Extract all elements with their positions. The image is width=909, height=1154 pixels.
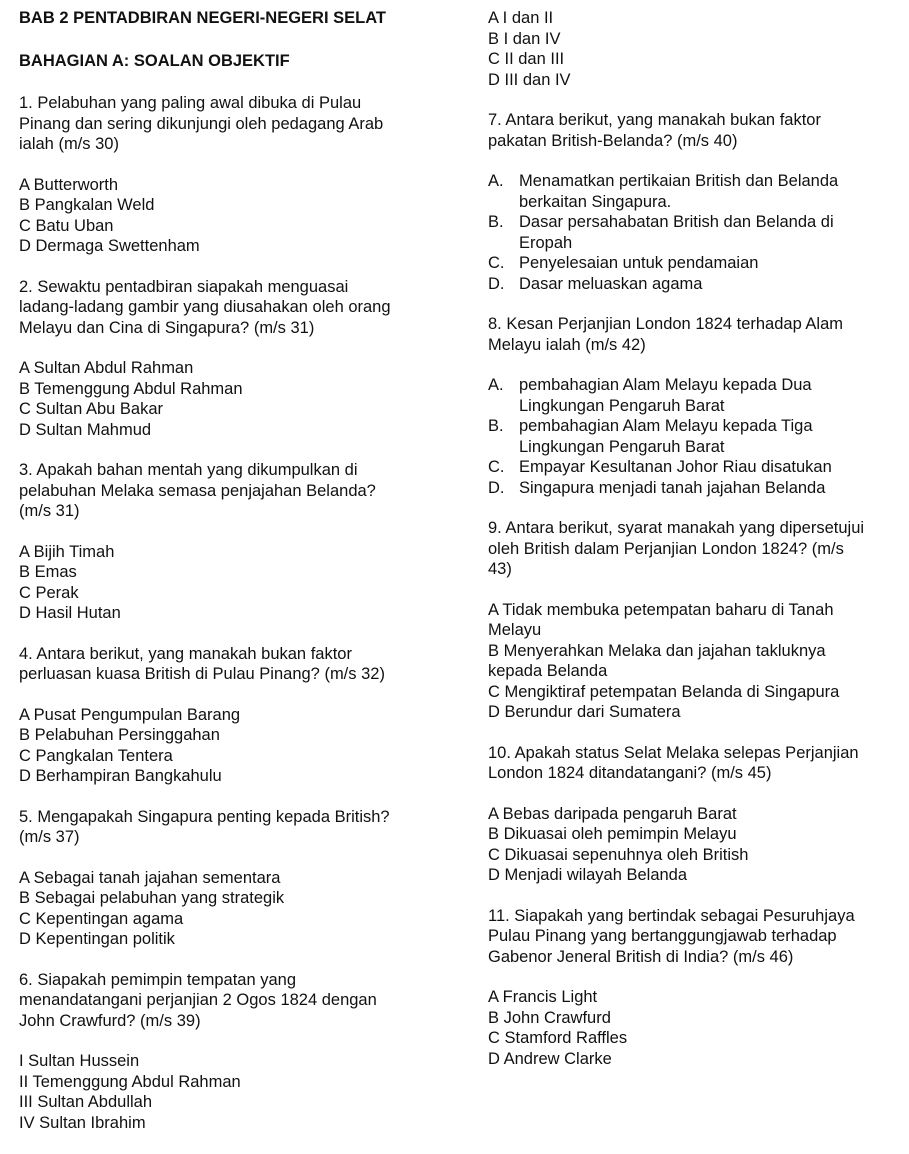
question-text-line: 6. Siapakah pemimpin tempatan yang [19, 970, 297, 989]
option-text-line: Empayar Kesultanan Johor Riau disatukan [519, 458, 832, 476]
option-b: B I dan IV [488, 29, 561, 48]
option-text-line: Penyelesaian untuk pendamaian [519, 254, 759, 272]
option-b-continued: kepada Belanda [488, 662, 608, 680]
option-d: D Andrew Clarke [488, 1049, 612, 1068]
option-c: C Mengiktiraf petempatan Belanda di Singapura [488, 682, 840, 701]
question-text-line: Melayu ialah (m/s 42) [488, 335, 646, 354]
option-text-line: Eropah [519, 233, 573, 252]
question-text-line: oleh British dalam Perjanjian London 1824? (m/s [488, 539, 844, 558]
option-a: A Tidak membuka petempatan baharu di Tanah [488, 600, 834, 619]
roman-item-i: I Sultan Hussein [19, 1052, 140, 1070]
question-text-line: 9. Antara berikut, syarat manakah yang dipersetujui [488, 519, 865, 537]
option-c [488, 457, 906, 478]
option-c: C Perak [19, 583, 79, 602]
question-text-line: Gabenor Jeneral British di India? (m/s 46) [488, 947, 794, 966]
option-d: D Sultan Mahmud [19, 420, 152, 439]
question-6-options [488, 8, 906, 90]
option-text-line: Lingkungan Pengaruh Barat [519, 396, 725, 415]
question-text-line: 3. Apakah bahan mentah yang dikumpulkan di [19, 461, 358, 479]
option-c: C Stamford Raffles [488, 1029, 628, 1047]
option-text-line: pembahagian Alam Melayu kepada Dua [519, 376, 812, 394]
option-letter: D. [488, 274, 505, 293]
option-a [488, 171, 906, 212]
option-letter: C. [488, 254, 505, 272]
question-text-line: 5. Mengapakah Singapura penting kepada British? [19, 807, 390, 826]
option-c: C Sultan Abu Bakar [19, 400, 164, 418]
question-text-line: Pulau Pinang yang bertanggungjawab terhadap [488, 927, 837, 945]
question-text-line: 11. Siapakah yang bertindak sebagai Pesuruhjaya [488, 906, 855, 925]
roman-item-ii: II Temenggung Abdul Rahman [19, 1072, 241, 1091]
option-text-line: Dasar persahabatan British dan Belanda di [519, 213, 834, 231]
question-11 [488, 906, 906, 1070]
option-d: D Menjadi wilayah Belanda [488, 866, 688, 884]
option-text-line: Singapura menjadi tanah jajahan Belanda [519, 478, 826, 497]
option-a: A Pusat Pengumpulan Barang [19, 705, 241, 724]
option-b [488, 416, 906, 457]
question-text-line: (m/s 31) [19, 502, 80, 520]
option-text-line: pembahagian Alam Melayu kepada Tiga [519, 417, 813, 435]
question-2 [19, 277, 469, 441]
option-d: D Kepentingan politik [19, 930, 175, 948]
option-text-line: Menamatkan pertikaian British dan Belanda [519, 172, 839, 190]
option-c: C II dan III [488, 50, 565, 68]
question-text-line: menandatangani perjanjian 2 Ogos 1824 dengan [19, 991, 377, 1009]
question-text-line: London 1824 ditandatangani? (m/s 45) [488, 764, 772, 782]
option-letter: A. [488, 376, 504, 394]
option-c: C Kepentingan agama [19, 909, 184, 928]
question-text-line: pakatan British-Belanda? (m/s 40) [488, 131, 738, 150]
option-text-line: Lingkungan Pengaruh Barat [519, 437, 725, 456]
left-column [19, 8, 469, 1133]
question-text-line: 1. Pelabuhan yang paling awal dibuka di Pulau [19, 94, 362, 112]
question-text-line: (m/s 37) [19, 828, 80, 846]
option-d: D Dermaga Swettenham [19, 237, 200, 255]
option-a-continued: Melayu [488, 621, 542, 639]
option-b: B Menyerahkan Melaka dan jajahan takluknya [488, 641, 826, 660]
option-b [488, 212, 906, 253]
question-text-line: ladang-ladang gambir yang diusahakan oleh orang [19, 298, 391, 316]
option-a: A Sebagai tanah jajahan sementara [19, 868, 281, 887]
question-text-line: ialah (m/s 30) [19, 135, 119, 153]
question-6 [19, 970, 469, 1134]
option-c: C Batu Uban [19, 216, 114, 235]
option-a: A Sultan Abdul Rahman [19, 359, 194, 377]
option-b: B Emas [19, 563, 77, 581]
option-text-line: berkaitan Singapura. [519, 192, 672, 211]
question-10 [488, 743, 906, 886]
option-letter: B. [488, 213, 504, 231]
question-1 [19, 93, 469, 257]
roman-item-iii: III Sultan Abdullah [19, 1093, 153, 1111]
option-a [488, 375, 906, 416]
question-text-line: pelabuhan Melaka semasa penjajahan Belanda? [19, 481, 376, 500]
question-text-line: 7. Antara berikut, yang manakah bukan faktor [488, 111, 821, 129]
option-a: A Bebas daripada pengaruh Barat [488, 804, 737, 823]
option-a: A Francis Light [488, 988, 598, 1006]
question-text-line: 10. Apakah status Selat Melaka selepas Perjanjian [488, 743, 859, 762]
question-text-line: Melayu dan Cina di Singapura? (m/s 31) [19, 318, 315, 337]
question-7 [488, 110, 906, 294]
option-d [488, 478, 906, 499]
question-text-line: Pinang dan sering dikunjungi oleh pedagang Arab [19, 114, 384, 133]
option-d: D Berundur dari Sumatera [488, 703, 681, 721]
option-b: B Pangkalan Weld [19, 196, 155, 214]
option-c: C Dikuasai sepenuhnya oleh British [488, 845, 749, 864]
option-a: A Bijih Timah [19, 542, 115, 561]
option-a: A I dan II [488, 9, 554, 27]
option-d: D III dan IV [488, 70, 571, 89]
right-column [488, 8, 906, 1069]
option-a: A Butterworth [19, 175, 119, 194]
question-3 [19, 460, 469, 624]
question-8 [488, 314, 906, 498]
option-c [488, 253, 906, 274]
option-b: B Sebagai pelabuhan yang strategik [19, 889, 285, 907]
option-c: C Pangkalan Tentera [19, 746, 173, 765]
question-text-line: 2. Sewaktu pentadbiran siapakah menguasai [19, 277, 349, 296]
question-text-line: 4. Antara berikut, yang manakah bukan faktor [19, 644, 352, 663]
question-4 [19, 644, 469, 787]
option-text-line: Dasar meluaskan agama [519, 274, 703, 293]
roman-item-iv: IV Sultan Ibrahim [19, 1113, 146, 1132]
option-d [488, 274, 906, 295]
option-b: B Dikuasai oleh pemimpin Melayu [488, 825, 737, 843]
option-letter: B. [488, 417, 504, 435]
option-b: B Temenggung Abdul Rahman [19, 379, 243, 398]
option-letter: D. [488, 478, 505, 497]
option-d: D Berhampiran Bangkahulu [19, 767, 222, 785]
chapter-title: BAB 2 PENTADBIRAN NEGERI-NEGERI SELAT [19, 9, 386, 27]
question-text-line: 8. Kesan Perjanjian London 1824 terhadap Alam [488, 315, 844, 333]
option-b: B Pelabuhan Persinggahan [19, 726, 220, 744]
section-title: BAHAGIAN A: SOALAN OBJEKTIF [19, 51, 290, 70]
option-b: B John Crawfurd [488, 1008, 611, 1027]
question-text-line: John Crawfurd? (m/s 39) [19, 1011, 201, 1030]
option-d: D Hasil Hutan [19, 604, 121, 622]
option-letter: A. [488, 172, 504, 190]
question-text-line: 43) [488, 560, 512, 578]
question-text-line: perluasan kuasa British di Pulau Pinang? (m/s 32) [19, 665, 385, 683]
option-letter: C. [488, 458, 505, 476]
question-9 [488, 518, 906, 723]
question-5 [19, 807, 469, 950]
